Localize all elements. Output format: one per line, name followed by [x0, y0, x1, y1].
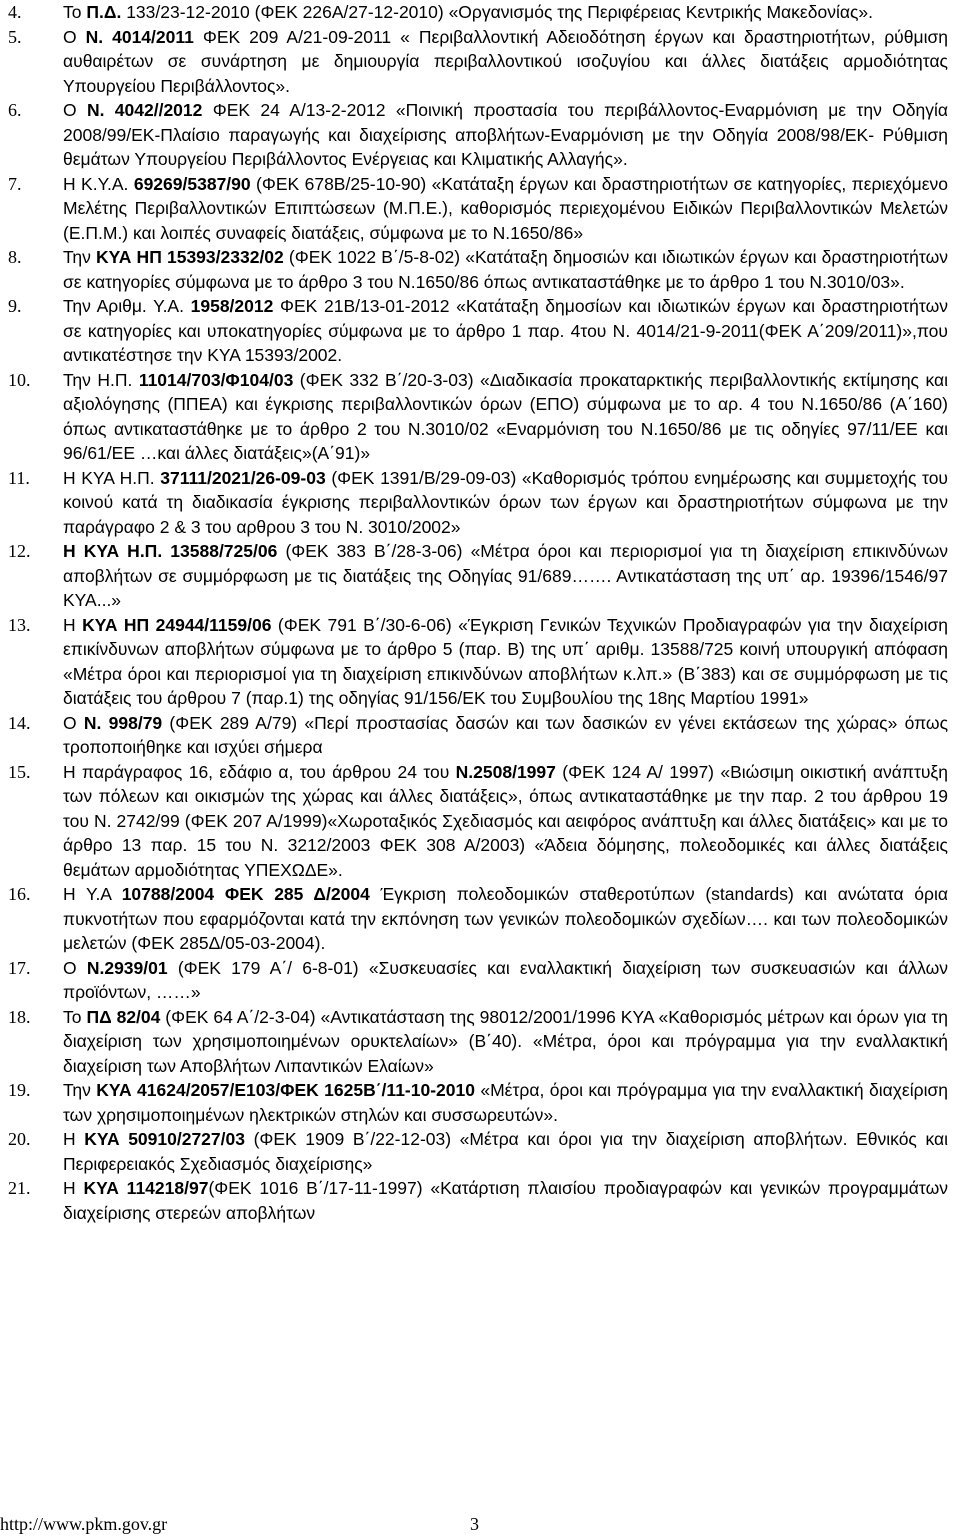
item-text-description: 133/23-12-2010 (ΦΕΚ 226Α/27-12-2010) «Οργανισμός της Περιφέρειας Κεντρικής Μακεδονίας».: [121, 2, 873, 22]
item-law-reference: ΚΥΑ ΗΠ 24944/1159/06: [82, 614, 272, 635]
item-text-description: (ΦΕΚ 1022 Β΄/5-8-02) «Κατάταξη δημοσιών και ιδιωτικών έργων και δραστηριοτήτων σε κατηγορίες σύμφωνα με το άρθρο 3 του Ν.1650/86 όπως αντικαταστάθηκε με το άρθρο 1 του Ν.3010/03».: [63, 247, 948, 292]
list-item: [8, 1078, 948, 1127]
item-law-reference: ΚΥΑ 114218/97: [83, 1178, 209, 1198]
item-text: [63, 172, 948, 246]
item-text-description: (ΦΕΚ 791 Β΄/30-6-06) «Έγκριση Γενικών Τεχνικών Προδιαγραφών για την διαχείριση επικίνδυνων αποβλήτων σύμφωνα με το άρθρο 5 (παρ. Β) της υπ΄ αριθμ. 13588/725 κοινή υπουργική απόφαση «Μέτρα όροι και περιορισμοί για τη διαχείριση επικινδύνων αποβλήτων κ.λπ.» (Β΄383) και σε συμμόρφωση με τις διατάξεις του άρθρου 7 (παρ.1) της οδηγίας 91/156/ΕΚ του Συμβουλίου της 18ης Μαρτίου 1991»: [63, 614, 948, 708]
item-law-reference: 1958/2012: [190, 296, 274, 316]
list-item: [8, 25, 948, 99]
item-law-reference: Η ΚΥΑ Η.Π. 13588/725/06: [63, 541, 278, 561]
list-item: [8, 1176, 948, 1225]
item-number: 15.: [8, 761, 31, 782]
item-text-description: (ΦΕΚ 1909 Β΄/22-12-03) «Μέτρα και όροι για την διαχείριση αποβλήτων. Εθνικός και Περιφερειακός Σχεδιασμός διαχείρισης»: [63, 1129, 948, 1174]
item-text-prefix: Το: [63, 1006, 87, 1027]
list-item: [8, 1005, 948, 1079]
item-text-prefix: Ο: [63, 957, 87, 978]
item-number: 10.: [8, 369, 31, 390]
item-number: 19.: [8, 1080, 31, 1100]
item-text-description: (ΦΕΚ 124 Α/ 1997) «Βιώσιμη οικιστική ανάπτυξη των πόλεων και οικισμών της χώρας και άλλες διατάξεις», όπως αντικαταστάθηκε με την παρ. 2 του άρθρου 19 του Ν. 2742/99 (ΦΕΚ 207 Α/1999)«Χωροταξικός Σχεδιασμός και αειφόρος ανάπτυξη και άλλες διατάξεις» και με το άρθρο 13 παρ. 15 του Ν. 3212/2003 ΦΕΚ 308 Α/2003) «Άδεια δόμησης, πολεοδομικές και άλλες διατάξεις θεμάτων αρμοδιότητας ΥΠΕΧΩΔΕ».: [63, 761, 948, 880]
item-number: 16.: [8, 884, 31, 904]
item-number: 6.: [8, 100, 22, 120]
item-number: 5.: [8, 26, 22, 47]
item-text: [63, 1005, 948, 1079]
item-text-prefix: Η: [63, 1129, 85, 1149]
item-law-reference: ΠΔ 82/04: [86, 1006, 161, 1027]
item-law-reference: Π.Δ.: [86, 2, 122, 22]
item-law-reference: Ν. 4014/2011: [85, 26, 194, 47]
item-law-reference: 11014/703/Φ104/03: [138, 369, 294, 390]
item-text-prefix: Την: [63, 247, 97, 267]
item-text: [63, 1127, 948, 1176]
item-text: [63, 245, 948, 294]
item-text: [63, 294, 948, 368]
page-footer: [0, 1514, 960, 1536]
item-text-prefix: Η παράγραφος 16, εδάφιο α, του άρθρου 24 του: [63, 761, 456, 782]
item-text-prefix: Η ΚΥΑ Η.Π.: [63, 467, 161, 488]
item-number: 11.: [8, 467, 30, 488]
item-number: 20.: [8, 1129, 31, 1149]
item-text-description: (ΦΕΚ 179 Α΄/ 6-8-01) «Συσκευασίες και εναλλακτική διαχείριση των συσκευασιών και άλλων προϊόντων, ……»: [63, 957, 948, 1002]
item-text-description: ΦΕΚ 21Β/13-01-2012 «Κατάταξη δημοσίων και ιδιωτικών έργων και δραστηριοτήτων σε κατηγορίες και υποκατηγορίες σύμφωνα με το άρθρο 1 παρ. 4του Ν. 4014/21-9-2011(ΦΕΚ Α΄209/2011)»,που αντικατέστησε την ΚΥΑ 15393/2002.: [63, 296, 948, 365]
item-number: 9.: [8, 296, 22, 316]
item-text: [63, 539, 948, 613]
item-number: 17.: [8, 957, 31, 978]
item-law-reference: ΚΥΑ 41624/2057/Ε103/ΦΕΚ 1625Β΄/11-10-2010: [96, 1080, 475, 1100]
item-text-description: ΦΕΚ 209 Α/21-09-2011 « Περιβαλλοντική Αδειοδότηση έργων και δραστηριοτήτων, ρύθμιση αυθαιρέτων σε συνάρτηση με δημιουργία περιβαλλοντικού ισοζυγίου και άλλες διατάξεις αρμοδιότητας Υπουργείου Περιβάλλοντος».: [63, 26, 948, 96]
list-item: [8, 956, 948, 1005]
list-item: [8, 466, 948, 540]
item-text-prefix: Το: [63, 2, 87, 22]
list-item: [8, 539, 948, 613]
item-text: [63, 368, 948, 466]
list-item: [8, 613, 948, 711]
list-item: [8, 711, 948, 760]
item-text-description: (ΦΕΚ 383 Β΄/28-3-06) «Μέτρα όροι και περιορισμοί για τη διαχείριση επικινδύνων αποβλήτων σε συμμόρφωση με τις διατάξεις της Οδηγίας 91/689……. Αντικατάσταση της υπ΄ αρ. 19396/1546/97 ΚΥΑ...»: [63, 541, 949, 610]
list-item: [8, 882, 948, 956]
list-item: [8, 98, 948, 172]
list-item: [8, 172, 948, 246]
item-text-prefix: Την: [63, 1080, 97, 1100]
item-text-prefix: Την Αριθμ. Υ.Α.: [63, 296, 191, 316]
item-text: [63, 25, 948, 99]
item-text-prefix: Η Κ.Υ.Α.: [63, 173, 134, 194]
item-text-description: ΦΕΚ 24 Α/13-2-2012 «Ποινική προστασία του περιβάλλοντος-Εναρμόνιση με την Οδηγία 2008/99/ΕΚ-Πλαίσιο παραγωγής και διαχείρισης αποβλήτων-Εναρμόνιση με την Οδηγία 2008/98/ΕΚ- Ρύθμιση θεμάτων Υπουργείου Περιβάλλοντος Ενέργειας και Κλιματικής Αλλαγής».: [63, 100, 949, 169]
item-number: 12.: [8, 541, 31, 561]
footer-url[interactable]: http://www.pkm.gov.gr: [0, 1514, 168, 1534]
item-text: [63, 956, 948, 1005]
item-text: [63, 882, 948, 956]
item-law-reference: Ν. 998/79: [83, 712, 163, 733]
item-number: 8.: [8, 247, 22, 267]
item-number: 4.: [8, 2, 22, 22]
item-law-reference: 10788/2004 ΦΕΚ 285 Δ/2004: [121, 884, 370, 904]
item-law-reference: ΚΥΑ ΗΠ 15393/2332/02: [96, 247, 284, 267]
item-text-prefix: Η: [63, 1178, 84, 1198]
item-text-prefix: Η: [63, 614, 83, 635]
item-text: [63, 613, 948, 711]
list-item: [8, 368, 948, 466]
item-text: [63, 98, 948, 172]
item-text: [63, 711, 948, 760]
item-text-description: (ΦΕΚ 289 Α/79) «Περί προστασίας δασών και των δασικών εν γένει εκτάσεων της χώρας» όπως τροποποιήθηκε και ισχύει σήμερα: [63, 712, 948, 757]
item-text-description: Έγκριση πολεοδομικών σταθεροτύπων (standards) και ανώτατα όρια πυκνοτήτων που εφαρμόζονται κατά την εκπόνηση των γενικών πολεοδομικών σχεδίων…. και των πολεοδομικών μελετών (ΦΕΚ 285Δ/05-03-2004).: [63, 884, 948, 953]
item-text-description: (ΦΕΚ 64 Α΄/2-3-04) «Αντικατάσταση της 98012/2001/1996 ΚΥΑ «Καθορισμός μέτρων και όρων για τη διαχείριση των χρησιμοποιημένων ορυκτελαίων» (Β΄40). «Μέτρα, όροι και πρόγραμμα για την εναλλακτική διαχείριση των Αποβλήτων Λιπαντικών Ελαίων»: [63, 1006, 948, 1076]
item-number: 13.: [8, 614, 31, 635]
item-text-description: (ΦΕΚ 678Β/25-10-90) «Κατάταξη έργων και δραστηριοτήτων σε κατηγορίες, περιεχόμενο Μελέτης Περιβαλλοντικών Επιπτώσεων (Μ.Π.Ε.), καθορισμός περιεχομένου Ειδικών Περιβαλλοντικών Μελετών (Ε.Π.Μ.) και λοιπές συναφείς διατάξεις, σύμφωνα με το Ν.1650/86»: [63, 173, 948, 243]
item-number: 18.: [8, 1006, 31, 1027]
list-item: [8, 760, 948, 883]
list-item: [8, 294, 948, 368]
item-text: [63, 1176, 948, 1225]
item-law-reference: Ν. 4042//2012: [86, 100, 203, 120]
item-text: [63, 466, 948, 540]
page-number: 3: [470, 1514, 479, 1534]
item-number: 7.: [8, 173, 22, 194]
item-law-reference: 69269/5387/90: [133, 173, 251, 194]
item-text-prefix: Ο: [63, 712, 84, 733]
item-text-description: «Μέτρα, όροι και πρόγραμμα για την εναλλακτική διαχείριση των χρησιμοποιημένων ηλεκτρικών στηλών και συσσωρευτών».: [63, 1080, 948, 1125]
list-item: [8, 1127, 948, 1176]
item-law-reference: Ν.2939/01: [86, 957, 168, 978]
item-text: [63, 0, 948, 25]
item-text-prefix: Η Υ.Α: [63, 884, 122, 904]
item-text-prefix: Ο: [63, 100, 87, 120]
item-law-reference: Ν.2508/1997: [455, 761, 556, 782]
item-law-reference: ΚΥΑ 50910/2727/03: [84, 1129, 245, 1149]
item-text: [63, 760, 948, 883]
item-text-prefix: Ο: [63, 26, 86, 47]
item-text-description: (ΦΕΚ 1016 Β΄/17-11-1997) «Κατάρτιση πλαισίου προδιαγραφών και γενικών προγραμμάτων διαχείρισης στερεών αποβλήτων: [63, 1178, 948, 1223]
item-text-prefix: Την Η.Π.: [63, 369, 139, 390]
item-number: 21.: [8, 1178, 31, 1198]
list-item: [8, 245, 948, 294]
list-item: [8, 0, 948, 25]
item-text-description: (ΦΕΚ 1391/Β/29-09-03) «Καθορισμός τρόπου ενημέρωσης και συμμετοχής του κοινού κατά τη διαδικασία έγκρισης περιβαλλοντικών όρων των έργων και δραστηριοτήτων σύμφωνα με την παράγραφο 2 & 3 του αρθρου 3 του Ν. 3010/2002»: [63, 467, 948, 537]
legislation-list: [8, 0, 948, 1225]
item-number: 14.: [8, 712, 31, 733]
item-text-description: (ΦΕΚ 332 Β΄/20-3-03) «Διαδικασία προκαταρκτικής περιβαλλοντικής εκτίμησης και αξιολόγησης (ΠΠΕΑ) και έγκρισης περιβαλλοντικών όρων (ΕΠΟ) σύμφωνα με το αρ. 4 του Ν.1650/86 (Α΄160) όπως αντικαταστάθηκε με το άρθρο 2 του Ν.3010/02 «Εναρμόνιση του Ν.1650/86 με τις οδηγίες 97/11/ΕΕ και 96/61/ΕΕ …και άλλες διατάξεις»(Α΄91)»: [63, 369, 948, 463]
item-text: [63, 1078, 948, 1127]
item-law-reference: 37111/2021/26-09-03: [160, 467, 326, 488]
